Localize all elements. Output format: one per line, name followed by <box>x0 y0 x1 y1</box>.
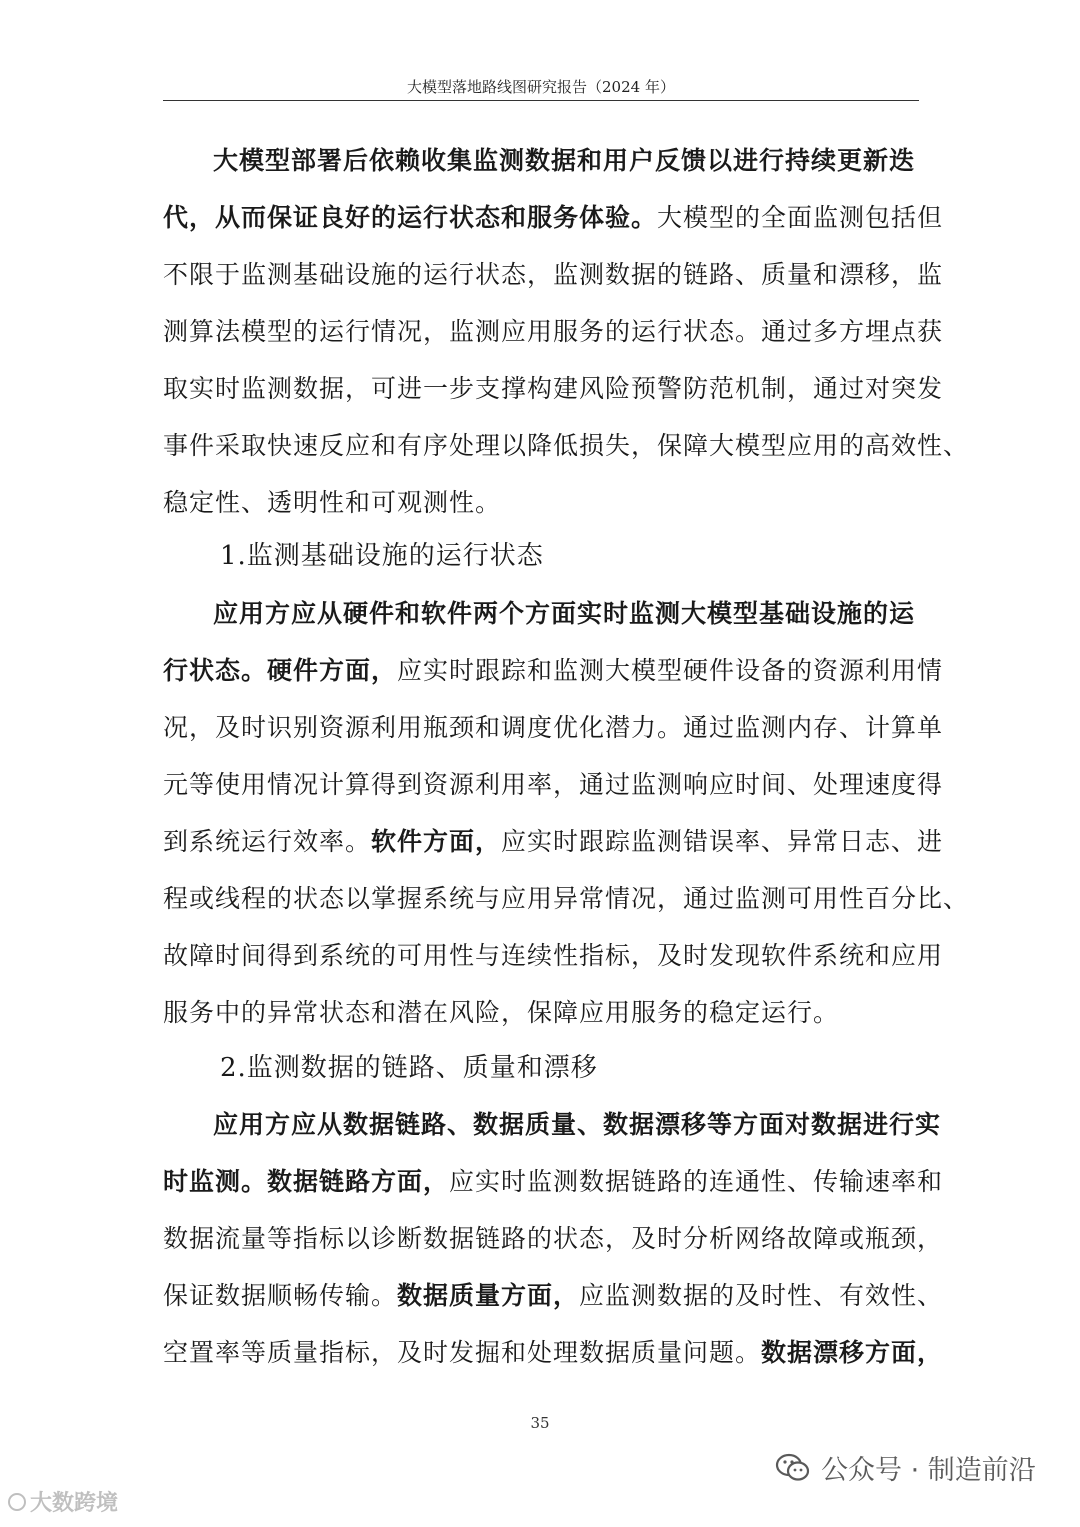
bold-text-run: 应用方应从硬件和软件两个方面实时监测大模型基础设施的运 <box>213 599 916 628</box>
bold-text-run: 大模型部署后依赖收集监测数据和用户反馈以进行持续更新迭 <box>213 146 916 175</box>
bold-text-run: 代，从而保证良好的运行状态和服务体验。 <box>163 203 658 232</box>
text-line <box>163 1324 944 1381</box>
bold-text-run: 软件方面， <box>371 827 502 856</box>
text-line <box>163 642 944 699</box>
watermark-left-text: 大数跨境 <box>30 1491 119 1516</box>
text-line <box>163 360 944 417</box>
header-title: 大模型落地路线图研究报告（2024 年） <box>407 78 675 96</box>
text-line <box>163 585 919 642</box>
text-run: 空置率等质量指标，及时发掘和处理数据质量问题。 <box>163 1338 762 1367</box>
watermark-circle-icon <box>8 1493 26 1511</box>
text-line <box>163 132 919 189</box>
bold-text-run: 行状态。硬件方面， <box>163 656 398 685</box>
text-line <box>163 1267 944 1324</box>
text-line <box>163 474 919 531</box>
text-run: 测算法模型的运行情况，监测应用服务的运行状态。通过多方埋点获 <box>163 317 944 346</box>
text-line <box>163 813 944 870</box>
text-run: 应实时跟踪监测错误率、异常日志、进 <box>501 827 944 856</box>
text-run: 应实时跟踪和监测大模型硬件设备的资源利用情 <box>397 656 944 685</box>
text-line <box>163 1210 944 1267</box>
text-run: 程或线程的状态以掌握系统与应用异常情况，通过监测可用性百分比、 <box>163 884 970 913</box>
text-run: 取实时监测数据，可进一步支撑构建风险预警防范机制，通过对突发 <box>163 374 944 403</box>
text-run: 况，及时识别资源利用瓶颈和调度优化潜力。通过监测内存、计算单 <box>163 713 944 742</box>
paragraph-overview <box>163 132 970 531</box>
bold-text-run: 数据漂移方面， <box>761 1338 944 1367</box>
text-line <box>163 984 919 1041</box>
text-run: 故障时间得到系统的可用性与连续性指标，及时发现软件系统和应用 <box>163 941 944 970</box>
text-run: 应监测数据的及时性、有效性、 <box>579 1281 944 1310</box>
section-heading-1: 1.监测基础设施的运行状态 <box>220 541 544 571</box>
paragraph-infrastructure <box>163 585 970 1041</box>
text-run: 元等使用情况计算得到资源利用率，通过监测响应时间、处理速度得 <box>163 770 944 799</box>
text-line <box>163 189 944 246</box>
watermark-right <box>775 1448 1036 1487</box>
section-heading-2: 2.监测数据的链路、质量和漂移 <box>220 1053 598 1083</box>
text-run: 到系统运行效率。 <box>163 827 372 856</box>
text-run: 服务中的异常状态和潜在风险，保障应用服务的稳定运行。 <box>163 998 840 1027</box>
bold-text-run: 应用方应从数据链路、数据质量、数据漂移等方面对数据进行实 <box>213 1110 942 1139</box>
text-line <box>163 756 944 813</box>
paragraph-data-monitoring <box>163 1096 944 1381</box>
text-run: 大模型的全面监测包括但 <box>657 203 944 232</box>
bold-text-run: 时监测。数据链路方面， <box>163 1167 450 1196</box>
text-line <box>163 870 970 927</box>
text-line <box>163 417 970 474</box>
text-line <box>163 699 944 756</box>
text-line <box>163 1096 942 1153</box>
text-line <box>163 303 944 360</box>
watermark-right-text: 公众号 · 制造前沿 <box>821 1455 1036 1486</box>
text-line <box>163 246 944 303</box>
text-line <box>163 927 944 984</box>
text-run: 事件采取快速反应和有序处理以降低损失，保障大模型应用的高效性、 <box>163 431 970 460</box>
page-header <box>163 74 919 101</box>
text-run: 保证数据顺畅传输。 <box>163 1281 398 1310</box>
page-number: 35 <box>530 1414 550 1432</box>
text-line <box>163 1153 944 1210</box>
bold-text-run: 数据质量方面， <box>397 1281 580 1310</box>
text-run: 稳定性、透明性和可观测性。 <box>163 488 502 517</box>
watermark-left <box>8 1486 118 1517</box>
text-run: 应实时监测数据链路的连通性、传输速率和 <box>449 1167 944 1196</box>
text-run: 数据流量等指标以诊断数据链路的状态，及时分析网络故障或瓶颈， <box>163 1224 944 1253</box>
wechat-icon <box>775 1452 811 1484</box>
text-run: 不限于监测基础设施的运行状态，监测数据的链路、质量和漂移，监 <box>163 260 944 289</box>
